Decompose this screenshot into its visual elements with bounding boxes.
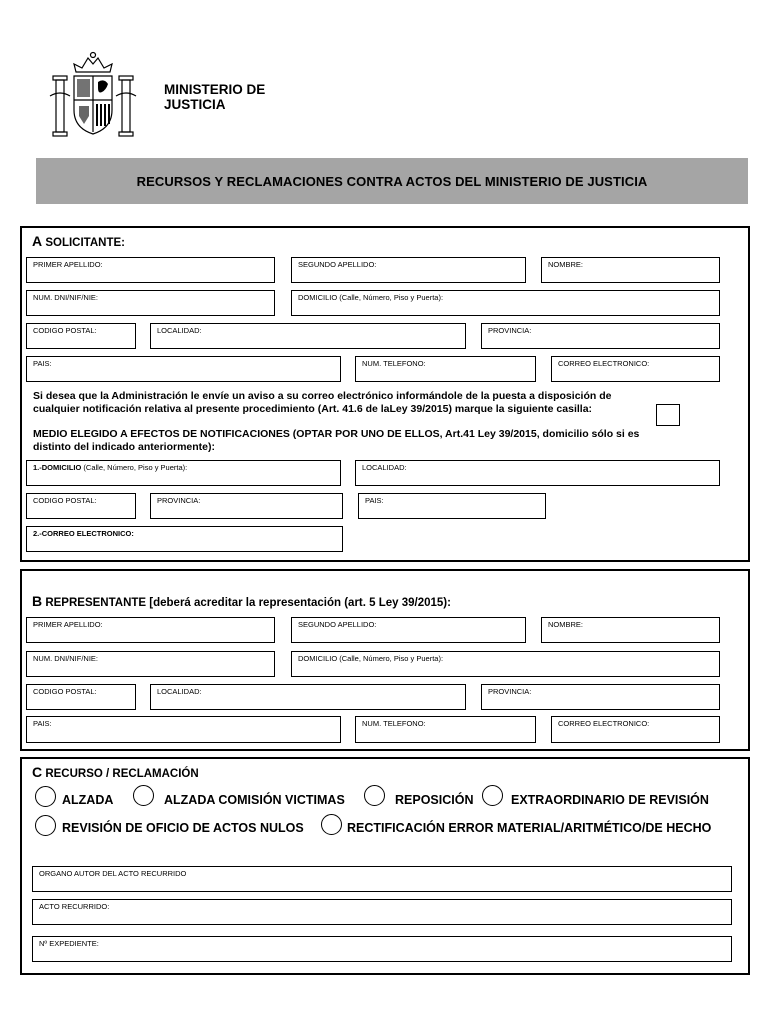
- notif-codigo-postal-field[interactable]: [26, 493, 136, 519]
- a-nombre-field[interactable]: [541, 257, 720, 283]
- b-dni-field[interactable]: [26, 651, 275, 677]
- radio-alzada-comision[interactable]: [133, 785, 154, 806]
- a-segundo-apellido-field[interactable]: [291, 257, 526, 283]
- section-b-letter: B: [32, 593, 43, 609]
- field-label: PAIS:: [33, 359, 52, 368]
- section-c-letter: C: [32, 764, 43, 780]
- section-b-heading: [32, 593, 451, 609]
- notif-domicilio-field[interactable]: [26, 460, 341, 486]
- b-domicilio-field[interactable]: [291, 651, 720, 677]
- field-label: PROVINCIA:: [488, 326, 532, 335]
- field-label: Nº EXPEDIENTE:: [39, 939, 99, 948]
- field-label: PROVINCIA:: [488, 687, 532, 696]
- coat-of-arms-logo: [46, 50, 140, 144]
- field-label: ORGANO AUTOR DEL ACTO RECURRIDO: [39, 869, 187, 878]
- field-label: SEGUNDO APELLIDO:: [298, 260, 377, 269]
- label-revision-oficio: REVISIÓN DE OFICIO DE ACTOS NULOS: [62, 821, 304, 835]
- notif-correo-field[interactable]: [26, 526, 343, 552]
- field-label: PAIS:: [365, 496, 384, 505]
- b-segundo-apellido-field[interactable]: [291, 617, 526, 643]
- field-label: LOCALIDAD:: [157, 326, 202, 335]
- notif-localidad-field[interactable]: [355, 460, 720, 486]
- field-label: SEGUNDO APELLIDO:: [298, 620, 377, 629]
- a-codigo-postal-field[interactable]: [26, 323, 136, 349]
- section-a-heading: [32, 233, 125, 249]
- field-label: NUM. DNI/NIF/NIE:: [33, 654, 98, 663]
- field-label: NUM. TELEFONO:: [362, 359, 426, 368]
- radio-revision-oficio[interactable]: [35, 815, 56, 836]
- aviso-text: [33, 390, 733, 415]
- a-correo-field[interactable]: [551, 356, 720, 382]
- field-label: CORREO ELECTRONICO:: [558, 719, 650, 728]
- field-label: CODIGO POSTAL:: [33, 496, 97, 505]
- field-label: PRIMER APELLIDO:: [33, 260, 103, 269]
- field-label: DOMICILIO (Calle, Número, Piso y Puerta):: [298, 654, 444, 663]
- field-label: PRIMER APELLIDO:: [33, 620, 103, 629]
- section-b-note: [deberá acreditar la representación (art. 5 Ley 39/2015):: [146, 597, 451, 609]
- field-label: LOCALIDAD:: [362, 463, 407, 472]
- field-label: [33, 463, 187, 472]
- medio-line-1: MEDIO ELEGIDO A EFECTOS DE NOTIFICACIONES (OPTAR POR UNO DE ELLOS, Art.41 Ley 39/2015, domicilio sólo si es: [33, 428, 640, 440]
- notif-provincia-field[interactable]: [150, 493, 343, 519]
- a-localidad-field[interactable]: [150, 323, 466, 349]
- expediente-field[interactable]: [32, 936, 732, 962]
- notif-domicilio-label-rest: (Calle, Número, Piso y Puerta):: [81, 463, 188, 472]
- a-domicilio-field[interactable]: [291, 290, 720, 316]
- section-b-title: REPRESENTANTE: [45, 597, 147, 609]
- ministry-name: [164, 82, 265, 112]
- section-a-colon: :: [121, 237, 125, 249]
- b-nombre-field[interactable]: [541, 617, 720, 643]
- field-label: ACTO RECURRIDO:: [39, 902, 110, 911]
- aviso-checkbox[interactable]: [656, 404, 680, 426]
- label-reposicion: REPOSICIÓN: [395, 793, 474, 807]
- label-rectificacion: RECTIFICACIÓN ERROR MATERIAL/ARITMÉTICO/DE HECHO: [347, 821, 712, 835]
- b-provincia-field[interactable]: [481, 684, 720, 710]
- label-extraordinario: EXTRAORDINARIO DE REVISIÓN: [511, 793, 709, 807]
- radio-extraordinario[interactable]: [482, 785, 503, 806]
- aviso-line-2: cualquier notificación relativa al presente procedimiento (Art. 41.6 de laLey 39/2015) marque la siguiente casilla:: [33, 402, 593, 415]
- b-telefono-field[interactable]: [355, 716, 536, 743]
- b-localidad-field[interactable]: [150, 684, 466, 710]
- field-label: PROVINCIA:: [157, 496, 201, 505]
- medio-line-2: distinto del indicado anteriormente):: [33, 440, 216, 453]
- label-alzada: ALZADA: [62, 793, 114, 807]
- field-label: CODIGO POSTAL:: [33, 326, 97, 335]
- section-a-title: SOLICITANTE: [45, 237, 122, 249]
- ministry-line-1: MINISTERIO DE: [164, 82, 266, 97]
- aviso-line-1: Si desea que la Administración le envíe un aviso a su correo electrónico informándole de la puesta a disposición de: [33, 390, 612, 402]
- a-telefono-field[interactable]: [355, 356, 536, 382]
- field-label: CODIGO POSTAL:: [33, 687, 97, 696]
- field-label: NOMBRE:: [548, 260, 584, 269]
- section-c-title: RECURSO / RECLAMACIÓN: [45, 768, 199, 780]
- a-dni-field[interactable]: [26, 290, 275, 316]
- medio-notificacion-text: [33, 428, 733, 453]
- field-label: NOMBRE:: [548, 620, 584, 629]
- acto-recurrido-field[interactable]: [32, 899, 732, 925]
- radio-reposicion[interactable]: [364, 785, 385, 806]
- organo-autor-field[interactable]: [32, 866, 732, 892]
- ministry-line-2: JUSTICIA: [164, 97, 226, 112]
- label-alzada-comision: ALZADA COMISIÓN VICTIMAS: [164, 793, 345, 807]
- a-provincia-field[interactable]: [481, 323, 720, 349]
- notif-domicilio-label-bold: 1.-DOMICILIO: [33, 463, 82, 472]
- field-label: NUM. DNI/NIF/NIE:: [33, 293, 98, 302]
- radio-alzada[interactable]: [35, 786, 56, 807]
- a-pais-field[interactable]: [26, 356, 341, 382]
- section-a-letter: A: [32, 233, 43, 249]
- field-label: DOMICILIO (Calle, Número, Piso y Puerta):: [298, 293, 444, 302]
- b-correo-field[interactable]: [551, 716, 720, 743]
- form-title: RECURSOS Y RECLAMACIONES CONTRA ACTOS DEL MINISTERIO DE JUSTICIA: [36, 158, 748, 204]
- radio-rectificacion[interactable]: [321, 814, 342, 835]
- field-label: CORREO ELECTRONICO:: [558, 359, 650, 368]
- field-label: PAIS:: [33, 719, 52, 728]
- b-primer-apellido-field[interactable]: [26, 617, 275, 643]
- notif-pais-field[interactable]: [358, 493, 546, 519]
- field-label: NUM. TELEFONO:: [362, 719, 426, 728]
- section-c-heading: [32, 764, 199, 780]
- b-codigo-postal-field[interactable]: [26, 684, 136, 710]
- b-pais-field[interactable]: [26, 716, 341, 743]
- field-label: 2.-CORREO ELECTRONICO:: [33, 529, 134, 538]
- a-primer-apellido-field[interactable]: [26, 257, 275, 283]
- field-label: LOCALIDAD:: [157, 687, 202, 696]
